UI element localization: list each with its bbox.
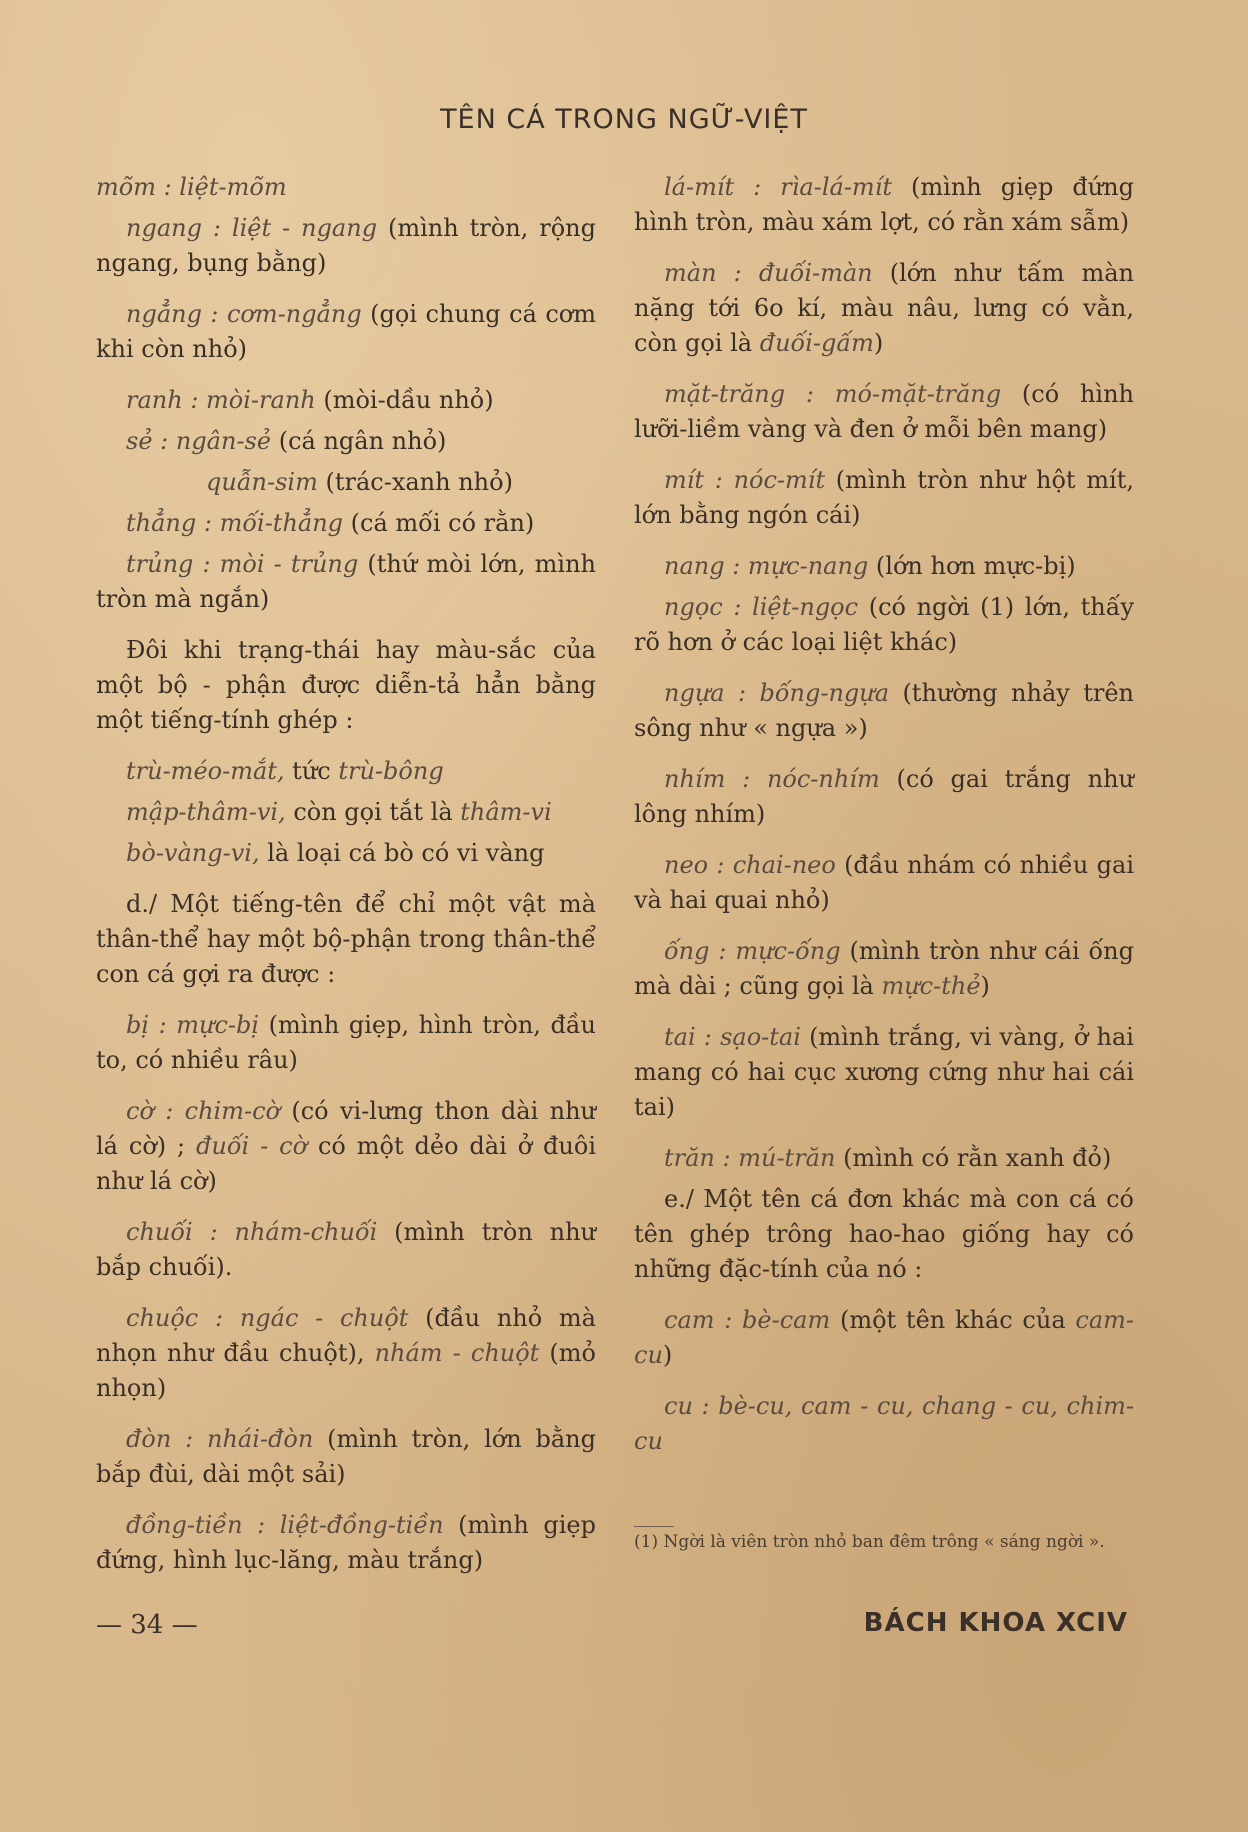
entry: bị : mực-bị (mình giẹp, hình tròn, đầu to, có nhiều râu) [96,1011,596,1074]
entry: nang : mực-nang (lớn hơn mực-bị) [664,552,1076,580]
entry: trăn : mú-trăn (mình có rằn xanh đỏ) [664,1144,1112,1172]
page-number: — 34 — [96,1610,198,1640]
journal-name: BÁCH KHOA XCIV [863,1608,1128,1638]
running-header: TÊN CÁ TRONG NGỮ-VIỆT [440,104,808,135]
entry: quẫn-sim (trác-xanh nhỏ) [206,468,513,496]
entry: trù-méo-mắt, tức trù-bông [126,757,444,785]
entry: thẳng : mối-thẳng (cá mối có rằn) [126,509,535,537]
left-column [96,170,596,1594]
entry: cu : bè-cu, cam - cu, chang - cu, chim-cu [634,1392,1134,1455]
entry: ống : mực-ống (mình tròn như cái ống mà dài ; cũng gọi là mực-thẻ) [634,937,1134,1000]
entry: ngẳng : cơm-ngẳng (gọi chung cá cơm khi còn nhỏ) [96,300,596,363]
entry: đòn : nhái-đòn (mình tròn, lớn bằng bắp đùi, dài một sải) [96,1425,597,1488]
entry: cam : bè-cam (một tên khác của cam-cu) [634,1306,1134,1369]
paragraph: d./ Một tiếng-tên để chỉ một vật mà thân-thể hay một bộ-phận trong thân-thể con cá gợi ra được : [96,890,596,988]
entry: ngang : liệt - ngang (mình tròn, rộng ngang, bụng bằng) [96,214,596,277]
entry: sẻ : ngân-sẻ (cá ngân nhỏ) [126,427,447,455]
right-column [634,170,1134,1475]
entry: ranh : mòi-ranh (mòi-dầu nhỏ) [126,386,494,414]
entry: ngựa : bống-ngựa (thường nhảy trên sông như « ngựa ») [634,679,1134,742]
entry: mặt-trăng : mó-mặt-trăng (có hình lưỡi-liềm vàng và đen ở mỗi bên mang) [634,380,1135,443]
entry: ngọc : liệt-ngọc (có ngời (1) lớn, thấy rõ hơn ở các loại liệt khác) [634,593,1134,656]
entry: cờ : chim-cờ (có vi-lưng thon dài như lá cờ) ; đuối - cờ có một dẻo dài ở đuôi như lá cờ) [96,1097,596,1195]
footnote: (1) Ngời là viên tròn nhỏ ban đêm trông « sáng ngời ». [634,1532,1105,1552]
entry: lá-mít : rìa-lá-mít (mình giẹp đứng hình tròn, màu xám lợt, có rằn xám sẫm) [634,173,1134,236]
entry: bò-vàng-vi, là loại cá bò có vi vàng [126,839,545,867]
entry: chuộc : ngác - chuột (đầu nhỏ mà nhọn như đầu chuột), nhám - chuột (mỏ nhọn) [96,1304,597,1402]
footnote-rule [634,1526,674,1527]
entry: màn : đuối-màn (lớn như tấm màn nặng tới 6o kí, màu nâu, lưng có vằn, còn gọi là đuối-gấm) [634,259,1135,357]
entry: mập-thâm-vi, còn gọi tắt là thâm-vi [126,798,552,826]
entry: mõm : liệt-mõm [96,173,287,201]
entry: mít : nóc-mít (mình tròn như hột mít, lớn bằng ngón cái) [634,466,1134,529]
entry: chuối : nhám-chuối (mình tròn như bắp chuối). [96,1218,596,1281]
entry: nhím : nóc-nhím (có gai trắng như lông nhím) [634,765,1135,828]
entry: trủng : mòi - trủng (thứ mòi lớn, mình tròn mà ngắn) [96,550,596,613]
entry: tai : sạo-tai (mình trắng, vi vàng, ở hai mang có hai cục xương cứng như hai cái tai) [634,1023,1134,1121]
entry: neo : chai-neo (đầu nhám có nhiều gai và hai quai nhỏ) [634,851,1134,914]
entry: đồng-tiền : liệt-đồng-tiền (mình giẹp đứng, hình lục-lăng, màu trắng) [96,1511,596,1574]
paragraph: Đôi khi trạng-thái hay màu-sắc của một bộ - phận được diễn-tả hẳn bằng một tiếng-tính ghép : [96,636,596,734]
paragraph: e./ Một tên cá đơn khác mà con cá có tên ghép trông hao-hao giống hay có những đặc-tính của nó : [634,1185,1134,1283]
